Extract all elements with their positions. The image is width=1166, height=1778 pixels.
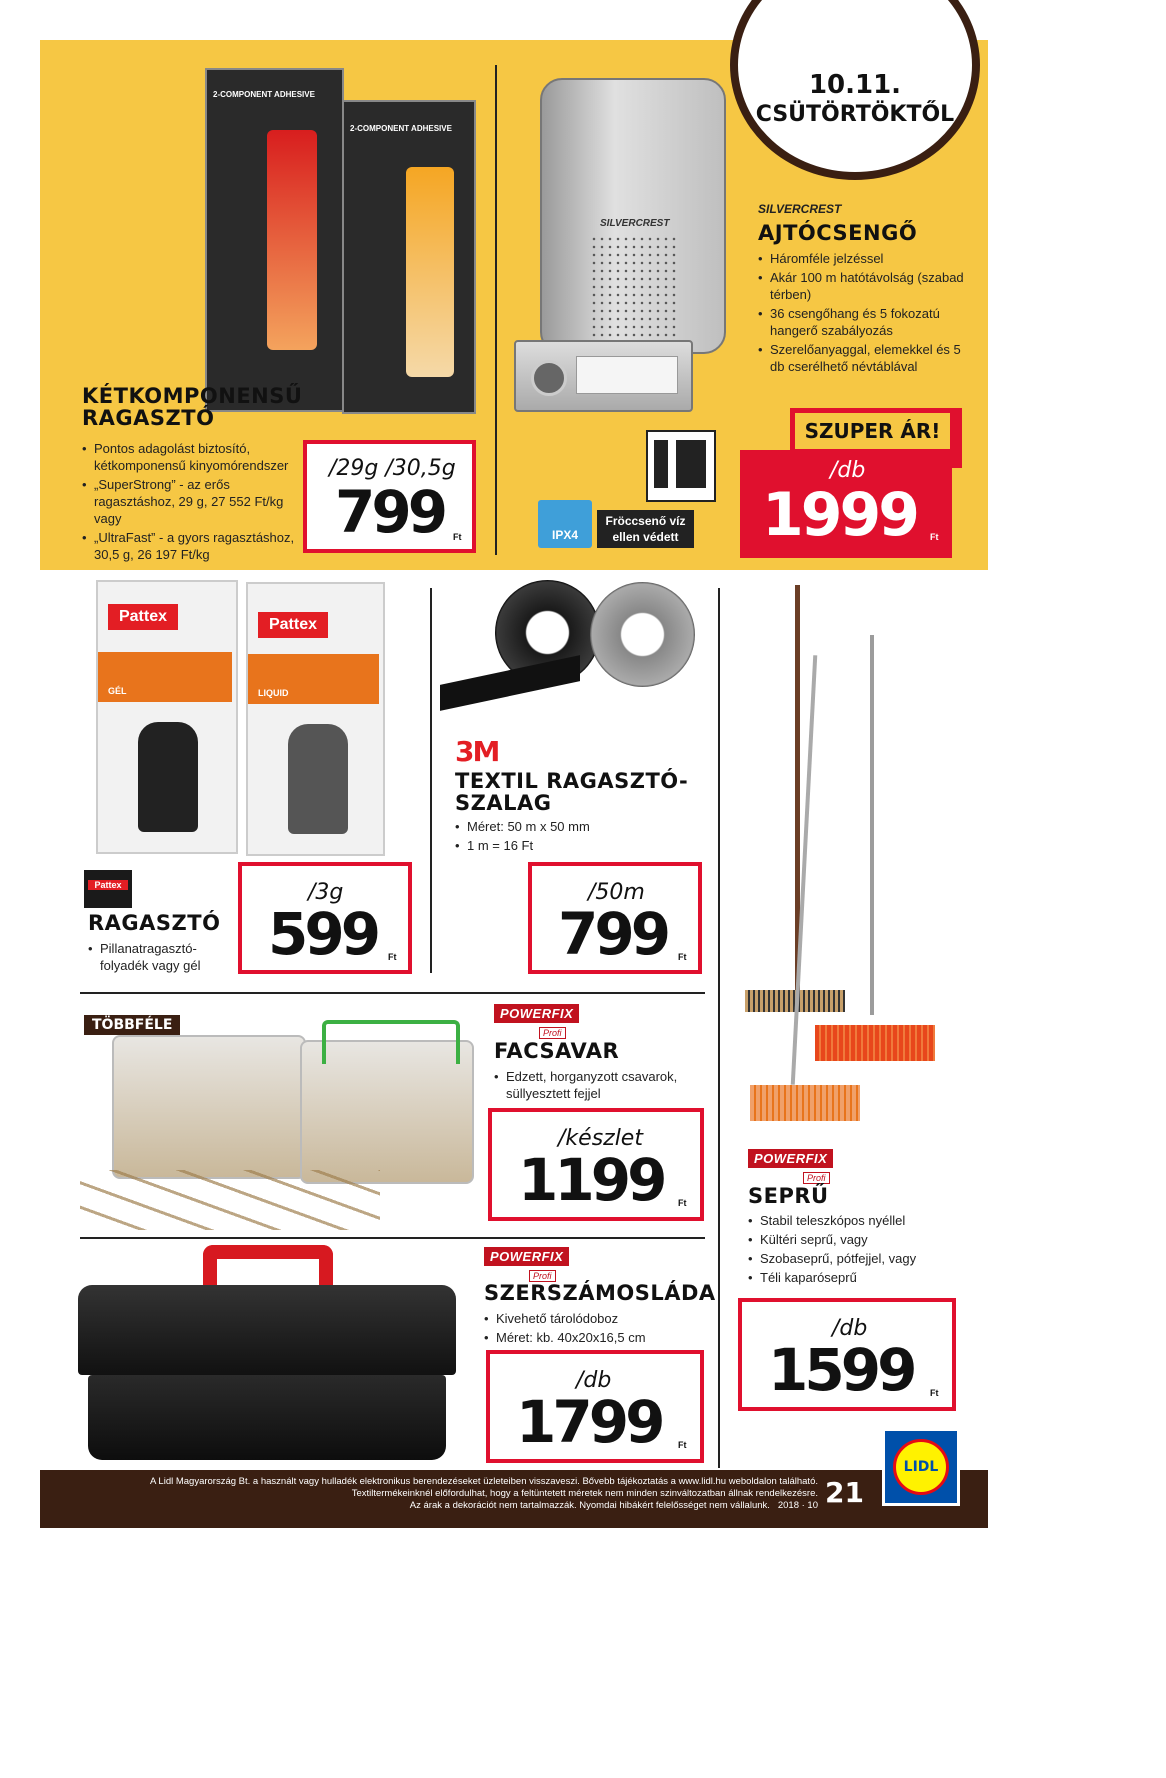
price-currency: Ft [678, 1440, 687, 1450]
feature-list [82, 440, 307, 565]
price-currency: Ft [388, 952, 397, 962]
title-line: KÉTKOMPONENSŰ [82, 384, 303, 408]
feature-item: • Stabil teleszkópos nyéllel [748, 1212, 968, 1229]
toolbox-image [78, 1245, 456, 1460]
price-box [528, 862, 702, 974]
price-amount: 1599 [768, 1336, 914, 1404]
toolbox-body [88, 1375, 446, 1460]
price-box [740, 450, 952, 558]
feature-item: • Kivehető tárolódoboz [484, 1310, 704, 1327]
price-box [738, 1298, 956, 1411]
price-unit: /db [830, 458, 866, 483]
powerfix-logo [484, 1248, 569, 1284]
splash-proof-label [597, 510, 694, 548]
price-box [486, 1350, 704, 1463]
feature-item: • Pillanatragasztó-folyadék vagy gél [88, 940, 228, 974]
tape-grey-image [590, 582, 695, 687]
feature-list [748, 1212, 968, 1288]
feature-item: • Háromféle jelzéssel [758, 250, 973, 267]
brand-logo: POWERFIX [484, 1247, 569, 1266]
pack-type: GÉL [108, 686, 127, 696]
footer-disclaimer: Az árak a dekorációt nem tartalmazzák. Nyomdai hibákért felelősséget nem vállalunk. [409, 1500, 770, 1511]
divider [80, 1237, 705, 1239]
brand-logo: SILVERCREST [758, 202, 842, 216]
feature-item: • Edzett, horganyzott csavarok, süllyesztett fejjel [494, 1068, 704, 1102]
feature-item: • Szobaseprű, pótfejjel, vagy [748, 1250, 968, 1267]
glue-bottle [138, 722, 198, 832]
feature-item: • „UltraFast” - a gyors ragasztáshoz, 30,5 g, 26 197 Ft/kg [82, 529, 307, 563]
price-currency: Ft [678, 1198, 687, 1208]
powerfix-logo [748, 1150, 833, 1186]
product-title [82, 385, 302, 429]
price-amount: 799 [335, 478, 445, 546]
syringe-red [267, 130, 317, 350]
lidl-logo [882, 1428, 960, 1506]
product-title: AJTÓCSENGŐ [758, 221, 918, 245]
price-unit: /db [576, 1368, 612, 1393]
brand-logo: POWERFIX [748, 1149, 833, 1168]
price-amount: 599 [268, 900, 378, 968]
price-unit: /29g /30,5g [329, 456, 456, 481]
price-unit: /3g [308, 880, 344, 905]
feature-item: • „SuperStrong” - az erős ragasztáshoz, 29 g, 27 552 Ft/kg vagy [82, 476, 307, 527]
product-title: SZERSZÁMOSLÁDA [484, 1281, 716, 1305]
price-currency: Ft [678, 952, 687, 962]
footer-line [58, 1500, 818, 1512]
adhesive-package-superstrong [205, 68, 344, 412]
date-day: 10.11. [808, 70, 902, 100]
price-box [488, 1108, 704, 1221]
speaker-grille [590, 235, 680, 345]
broom-head [815, 1025, 935, 1061]
powerfix-logo [494, 1005, 579, 1041]
price-unit: /db [832, 1316, 868, 1341]
price-currency: Ft [930, 532, 939, 542]
title-line: SZALAG [455, 791, 552, 816]
price-unit: /50m [588, 880, 645, 905]
edition-code: 2018 · 10 [777, 1500, 818, 1511]
product-title: SEPRŰ [748, 1184, 829, 1208]
screw-box-image [300, 1040, 474, 1184]
broom-handle [870, 635, 874, 1015]
brand-sub: Profi [539, 1027, 566, 1039]
device-brand: SILVERCREST [600, 218, 670, 229]
feature-list [88, 940, 228, 976]
pattex-logo [84, 870, 132, 908]
product-title: RAGASZTÓ [88, 911, 221, 935]
feature-item: • Akár 100 m hatótávolság (szabad térben) [758, 269, 973, 303]
price-amount: 1799 [516, 1388, 662, 1456]
doorbell-button-unit [514, 340, 693, 412]
price-amount: 1199 [518, 1146, 664, 1214]
pack-brand: Pattex [258, 612, 328, 638]
divider [80, 992, 705, 994]
package-label: 2-COMPONENT ADHESIVE [213, 90, 315, 99]
broom-images [740, 585, 940, 1130]
feature-item: • 36 csengőhang és 5 fokozatú hangerő szabályozás [758, 305, 973, 339]
screw-box-image [112, 1035, 306, 1179]
doorbell-image [540, 78, 726, 354]
product-title: FACSAVAR [494, 1039, 620, 1063]
title-line: TEXTIL RAGASZTÓ- [455, 769, 689, 793]
glue-bottle [288, 724, 348, 834]
ipx4-badge [538, 500, 592, 548]
feature-item: • Szerelőanyaggal, elemekkel és 5 db cserélhető névtáblával [758, 341, 973, 375]
adhesive-package-ultrafast [342, 100, 476, 414]
feature-list [455, 818, 675, 856]
price-amount: 799 [558, 900, 668, 968]
package-label: 2-COMPONENT ADHESIVE [350, 124, 452, 133]
date-weekday: CSÜTÖRTÖKTŐL [755, 102, 955, 127]
page-number: 21 [825, 1476, 864, 1509]
3m-logo: 3M [455, 735, 499, 768]
footer-line: Textiltermékeinknél előfordulhat, hogy a feltüntetett méretek nem minden szinváltozatban állnak rendelkezésre. [351, 1488, 818, 1499]
box-handle [322, 1020, 460, 1064]
screws-loose [80, 1170, 380, 1230]
pattex-gel-package [96, 580, 238, 854]
brand-sub: Profi [529, 1270, 556, 1282]
brand-sub: Profi [803, 1172, 830, 1184]
toolbox-lid [78, 1285, 456, 1375]
feature-list [494, 1068, 704, 1104]
brand-logo: POWERFIX [494, 1004, 579, 1023]
footer [40, 1470, 988, 1528]
price-currency: Ft [930, 1388, 939, 1398]
title-line: RAGASZTÓ [82, 406, 215, 431]
doorbell-small-icon [646, 430, 716, 502]
splash-line: ellen védett [612, 530, 679, 544]
price-box [303, 440, 476, 553]
ipx-label: IPX4 [551, 528, 578, 542]
product-title [455, 770, 688, 814]
feature-list [758, 250, 973, 377]
price-unit: /készlet [558, 1126, 643, 1151]
footer-line: A Lidl Magyarország Bt. a használt vagy hulladék elektronikus berendezéseket üzleteiben visszaveszi. Bővebb tájékoztatás a www.lidl.hu weboldalon található. [149, 1476, 818, 1487]
feature-item: • Téli kaparóseprű [748, 1269, 968, 1286]
syringe-orange [406, 167, 454, 377]
broom-head [750, 1085, 860, 1121]
bell-button [531, 360, 567, 396]
splash-line: Fröccsenő víz [605, 514, 686, 528]
pattex-liquid-package [246, 582, 385, 856]
price-amount: 1999 [762, 480, 917, 550]
footer-text [58, 1476, 818, 1512]
divider [430, 588, 432, 973]
date-text [750, 70, 960, 130]
pack-type: LIQUID [258, 688, 289, 698]
divider [495, 65, 497, 555]
feature-item: • Kültéri seprű, vagy [748, 1231, 968, 1248]
price-box [238, 862, 412, 974]
feature-item: • Méret: 50 m x 50 mm [455, 818, 675, 835]
pack-brand: Pattex [108, 604, 178, 630]
divider [718, 588, 720, 1468]
super-price-text: SZUPER ÁR! [795, 413, 950, 449]
feature-item: • Pontos adagolást biztosító, kétkomponensű kinyomórendszer [82, 440, 307, 474]
feature-list [484, 1310, 704, 1348]
name-plate [576, 356, 678, 394]
pattex-logo-text: Pattex [88, 880, 128, 890]
tobbfele-badge: TÖBBFÉLE [84, 1015, 180, 1035]
feature-item: • Méret: kb. 40x20x16,5 cm [484, 1329, 704, 1346]
feature-item: • 1 m = 16 Ft [455, 837, 675, 854]
lidl-logo-text: LIDL [903, 1459, 939, 1475]
price-currency: Ft [453, 532, 462, 542]
